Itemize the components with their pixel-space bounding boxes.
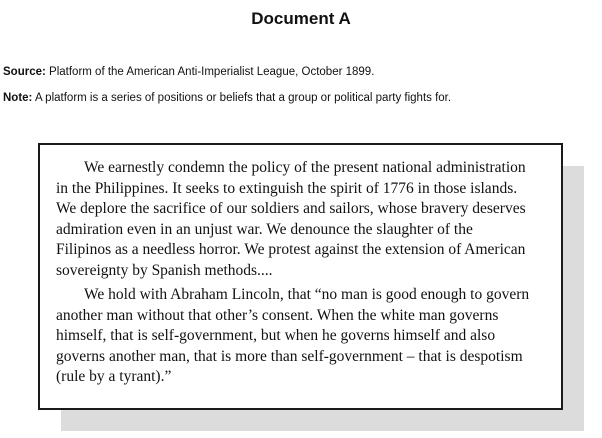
excerpt-line: Filipinos as a needless horror. We protest against the extension of American <box>56 241 526 258</box>
source-label: Source: <box>3 66 46 78</box>
excerpt-paragraph-2 <box>56 285 529 388</box>
excerpt-line: sovereignty by Spanish methods.... <box>56 261 273 279</box>
excerpt-line: (rule by a tyrant).” <box>56 368 172 385</box>
excerpt-line: another man without that other’s consent. When the white man governs <box>56 306 499 324</box>
excerpt-box <box>38 143 563 410</box>
excerpt-line: governs another man, that is more than self-government – that is despotism <box>56 347 523 365</box>
excerpt-line: We earnestly condemn the policy of the present national administration <box>84 159 526 176</box>
excerpt-line: We hold with Abraham Lincoln, that “no man is good enough to govern <box>84 286 530 303</box>
source-line <box>3 65 374 79</box>
excerpt-line: admiration even in an unjust war. We denounce the slaughter of the <box>56 220 473 238</box>
note-text: A platform is a series of positions or beliefs that a group or political party fights for. <box>34 92 452 104</box>
excerpt-paragraph-1 <box>56 158 526 281</box>
excerpt-line: himself, that is self-government, but when he governs himself and also <box>56 327 496 344</box>
document-title: Document A <box>251 9 351 28</box>
excerpt-line: in the Philippines. It seeks to extinguish the spirit of 1776 in those islands. <box>56 179 518 197</box>
note-line <box>3 91 451 105</box>
excerpt-line: We deplore the sacrifice of our soldiers and sailors, whose bravery deserves <box>56 200 526 217</box>
note-label: Note: <box>3 92 33 104</box>
source-text: Platform of the American Anti-Imperialist League, October 1899. <box>49 66 375 78</box>
